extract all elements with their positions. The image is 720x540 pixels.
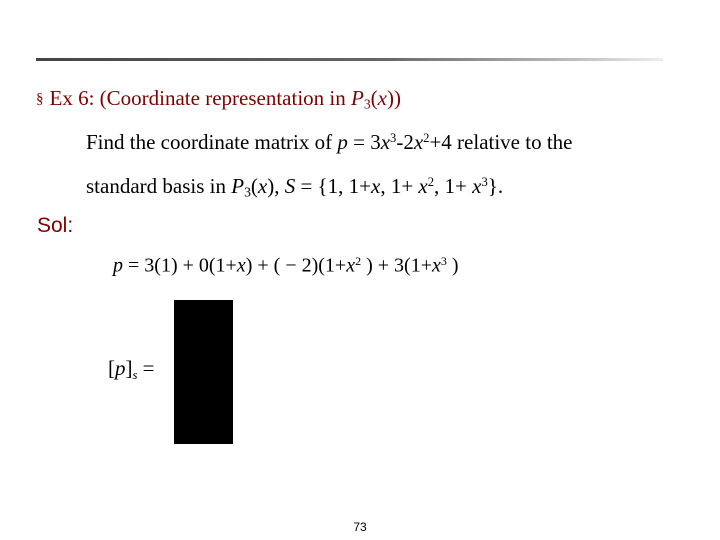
heading-space-subscript: 3 (363, 96, 371, 112)
var-p: p (115, 356, 126, 380)
heading-paren-close: )) (386, 86, 401, 110)
problem-text: +4 relative to the (429, 130, 573, 154)
var-x: x (418, 174, 428, 198)
bracket-open: [ (108, 356, 115, 380)
exponent: 3 (440, 254, 447, 268)
var-S: S (284, 174, 296, 198)
problem-line-2 (86, 174, 503, 200)
section-bullet-icon: § (36, 91, 44, 107)
problem-text: ( (250, 174, 258, 198)
equation-text: ) + 3(1+ (361, 254, 432, 277)
equals-sign: = (137, 356, 155, 380)
problem-line-1 (86, 130, 573, 155)
heading-space-P: P (351, 86, 364, 110)
var-x: x (257, 174, 268, 198)
var-x: x (371, 174, 381, 198)
var-p: p (337, 130, 348, 154)
heading-text: Ex 6: (Coordinate representation in (49, 86, 351, 110)
problem-text: Find the coordinate matrix of (86, 130, 338, 154)
heading-paren-open: ( (370, 86, 378, 110)
var-x: x (431, 254, 441, 277)
problem-text: standard basis in (86, 174, 232, 198)
problem-text: = 3 (347, 130, 381, 154)
exponent: 3 (481, 175, 488, 190)
var-p: p (113, 254, 123, 277)
exponent: 2 (427, 175, 435, 190)
exponent: 2 (355, 254, 362, 268)
problem-text: }. (487, 174, 504, 198)
var-x: x (380, 130, 391, 154)
equation-text: = 3(1) + 0(1+ (123, 254, 237, 277)
var-x: x (236, 254, 246, 277)
equation-text: ) (446, 254, 459, 277)
subscript: 3 (244, 184, 251, 200)
problem-text: , 1+ (380, 174, 419, 198)
solution-label: Sol: (37, 214, 74, 237)
page-number: 73 (353, 520, 367, 534)
equation-text: ) + ( − 2)(1+ (245, 254, 347, 277)
solution-equation (113, 254, 459, 278)
problem-text: -2 (396, 130, 414, 154)
var-P: P (231, 174, 245, 198)
redacted-matrix-block (174, 300, 233, 444)
var-x: x (346, 254, 356, 277)
title-divider-line (36, 58, 663, 61)
exponent: 3 (390, 131, 397, 146)
problem-text: , 1+ (434, 174, 473, 198)
heading-var-x: x (377, 86, 387, 110)
coordinate-matrix-label (108, 356, 155, 383)
exponent: 2 (423, 131, 430, 146)
var-x: x (413, 130, 424, 154)
basis-subscript: s (132, 367, 138, 382)
bracket-close: ] (125, 356, 133, 380)
example-heading (36, 86, 401, 112)
var-x: x (472, 174, 482, 198)
problem-text: ), (267, 174, 285, 198)
problem-text: = {1, 1+ (295, 174, 371, 198)
